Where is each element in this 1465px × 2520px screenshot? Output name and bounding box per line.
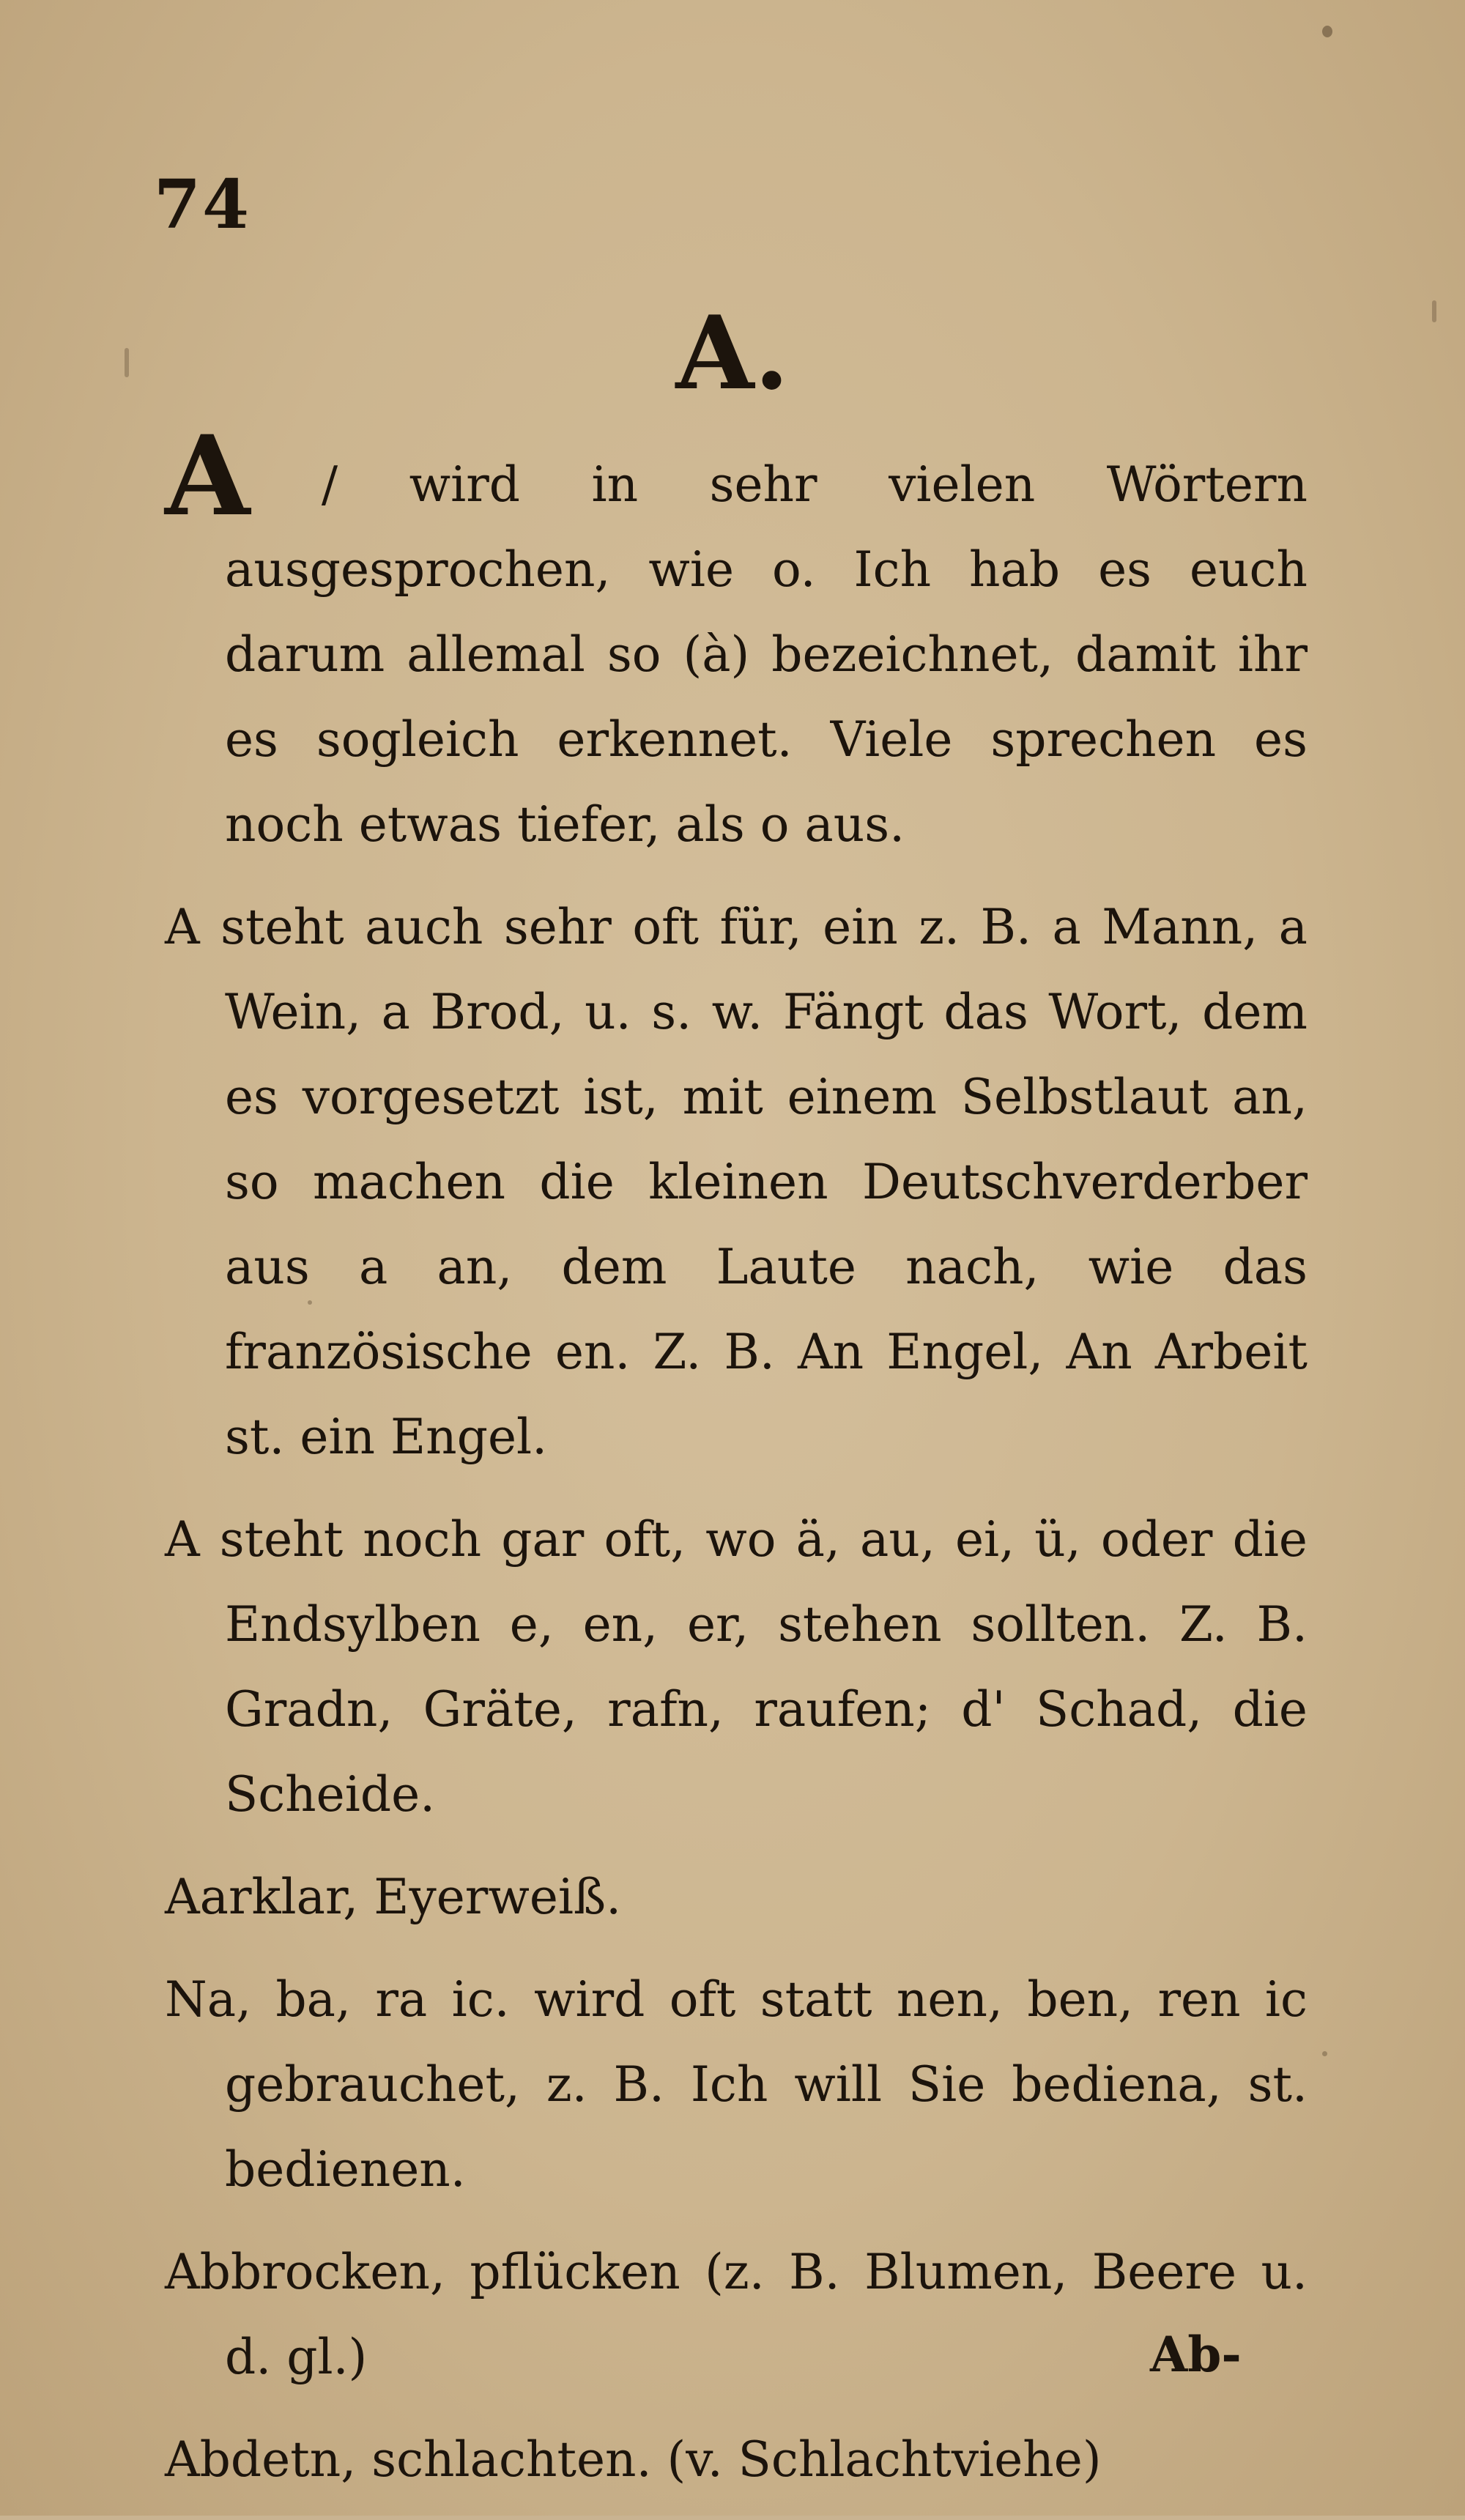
entry-a-substitution [165,1497,1308,1837]
entry-na-ba-ra [165,1957,1308,2212]
paper-speck [1322,26,1332,37]
entry-a-article [165,885,1308,1480]
entry-abbrocken [165,2230,1308,2400]
entry-text: Abdetn, schlachten. (v. Schlachtviehe) [165,2431,1102,2488]
entry-text: Na, ba, ra ic. wird oft statt nen, ben, ren ic gebrauchet, z. B. Ich will Sie bediena, st. bedienen. [165,1971,1308,2198]
entry-text: / wird in sehr vielen Wörtern ausgesprochen, wie o. Ich hab es euch darum allemal so (à) bezeichnet, damit ihr es sogleich erkennet. Viele sprechen es noch etwas tiefer, als o aus. [225,456,1308,853]
entry-a-pronunciation [165,412,1308,867]
paper-speck [1432,300,1436,322]
dictionary-entries [165,412,1308,2520]
section-heading: A. [675,293,790,412]
page-number: 74 [154,165,251,244]
catchword: Ab- [1150,2326,1242,2383]
paper-speck [1322,2051,1327,2056]
entry-aarklar [165,1855,1308,1940]
entry-text: A steht noch gar oft, wo ä, au, ei, ü, oder die Endsylben e, en, er, stehen sollten. Z. B. Gradn, Gräte, rafn, raufen; d' Schad, die Scheide. [165,1511,1308,1823]
entry-text: Abbrocken, pflücken (z. B. Blumen, Beere u. d. gl.) [165,2244,1308,2385]
paper-speck [308,1300,312,1305]
entry-text: A steht auch sehr oft für, ein z. B. a Mann, a Wein, a Brod, u. s. w. Fängt das Wort, dem es vorgesetzt ist, mit einem Selbstlaut an, so machen die kleinen Deutschverderber aus a an, dem Laute nach, wie das französische en. Z. B. An Engel, An Arbeit st. ein Engel. [165,899,1308,1465]
entry-text: Aarklar, Eyerweiß. [165,1869,622,1925]
entry-abdetn [165,2417,1308,2502]
paper-speck [125,348,129,377]
drop-initial: A [165,412,251,541]
